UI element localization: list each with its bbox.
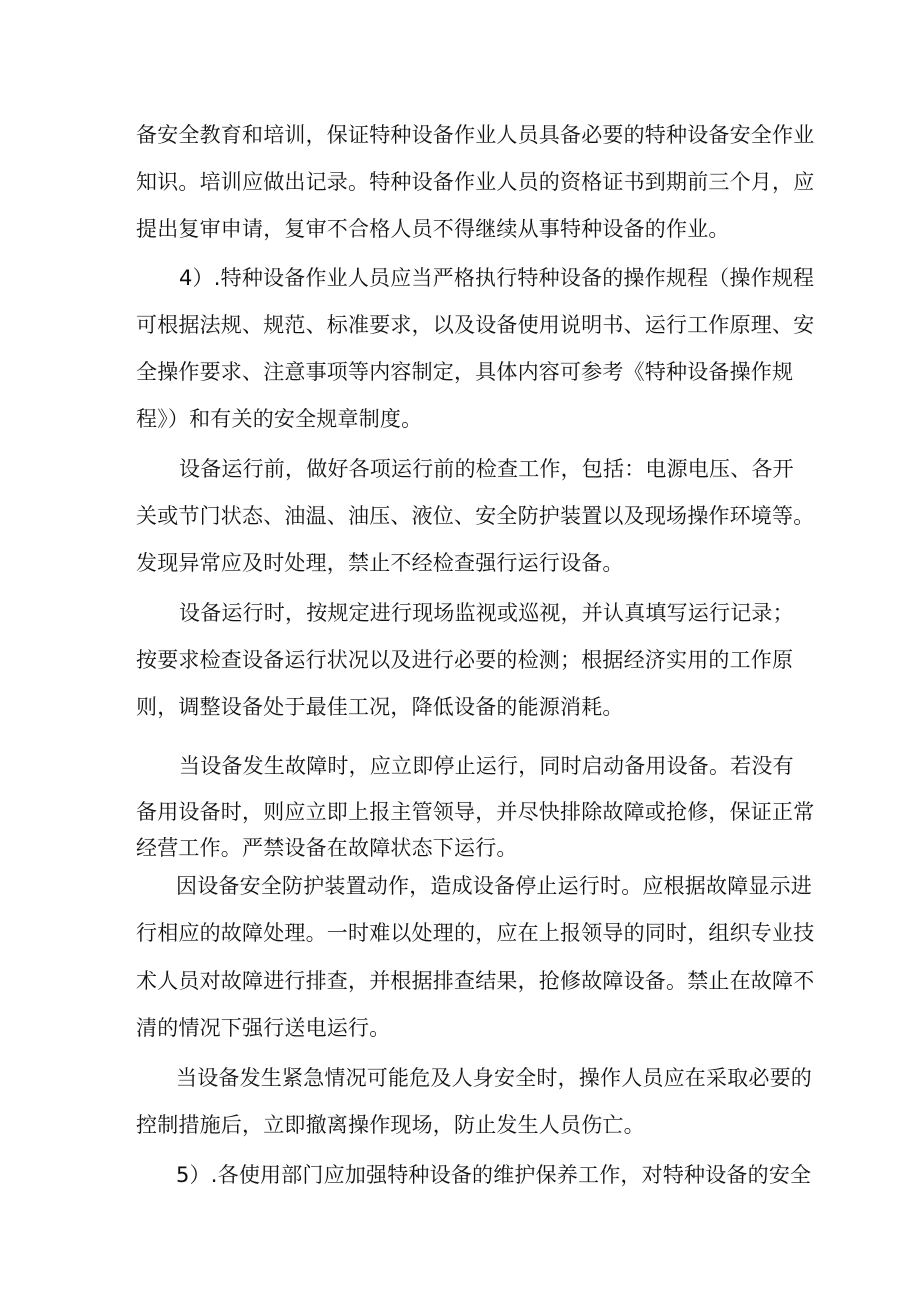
text-line: 当设备发生故障时，应立即停止运行，同时启动备用设备。若没有	[179, 754, 794, 778]
text-line: 按要求检查设备运行状况以及进行必要的检测；根据经济实用的工作原	[136, 648, 794, 672]
text-line: 经营工作。严禁设备在故障状态下运行。	[136, 836, 518, 860]
text-line: 清的情况下强行送电运行。	[136, 1016, 391, 1040]
text-line: 当设备发生紧急情况可能危及人身安全时，操作人员应在采取必要的	[176, 1066, 812, 1090]
text-line: 则，调整设备处于最佳工况，降低设备的能源消耗。	[136, 695, 624, 719]
section-4-heading-line: 4）.特种设备作业人员应当严格执行特种设备的操作规程（操作规程	[179, 266, 815, 290]
text-line: 提出复审申请，复审不合格人员不得继续从事特种设备的作业。	[136, 217, 730, 241]
text-line: 行相应的故障处理。一时难以处理的，应在上报领导的同时，组织专业技	[136, 921, 815, 945]
text-line: 术人员对故障进行排查，并根据排查结果，抢修故障设备。禁止在故障不	[136, 969, 815, 993]
text-line: 发现异常应及时处理，禁止不经检查强行运行设备。	[136, 551, 624, 575]
text-line: 全操作要求、注意事项等内容制定，具体内容可参考《特种设备操作规	[136, 360, 794, 384]
text-line: 控制措施后，立即撤离操作现场，防止发生人员伤亡。	[136, 1113, 645, 1137]
text-line: 可根据法规、规范、标准要求，以及设备使用说明书、运行工作原理、安	[136, 313, 815, 337]
text-line: 备安全教育和培训，保证特种设备作业人员具备必要的特种设备安全作业	[136, 123, 815, 147]
text-line: 因设备安全防护装置动作，造成设备停止运行时。应根据故障显示进	[176, 874, 812, 898]
text-line: 程》）和有关的安全规章制度。	[136, 407, 423, 431]
text-line: 关或节门状态、油温、油压、液位、安全防护装置以及现场操作环境等。	[136, 504, 815, 528]
text-line: 知识。培训应做出记录。特种设备作业人员的资格证书到期前三个月，应	[136, 170, 815, 194]
section-5-heading-line: 5）.各使用部门应加强特种设备的维护保养工作，对特种设备的安全	[176, 1163, 812, 1187]
text-line: 设备运行时，按规定进行现场监视或巡视，并认真填写运行记录；	[179, 601, 794, 625]
text-line: 设备运行前，做好各项运行前的检查工作，包括：电源电压、各开	[179, 457, 794, 481]
text-line: 备用设备时，则应立即上报主管领导，并尽快排除故障或抢修，保证正常	[136, 800, 815, 824]
